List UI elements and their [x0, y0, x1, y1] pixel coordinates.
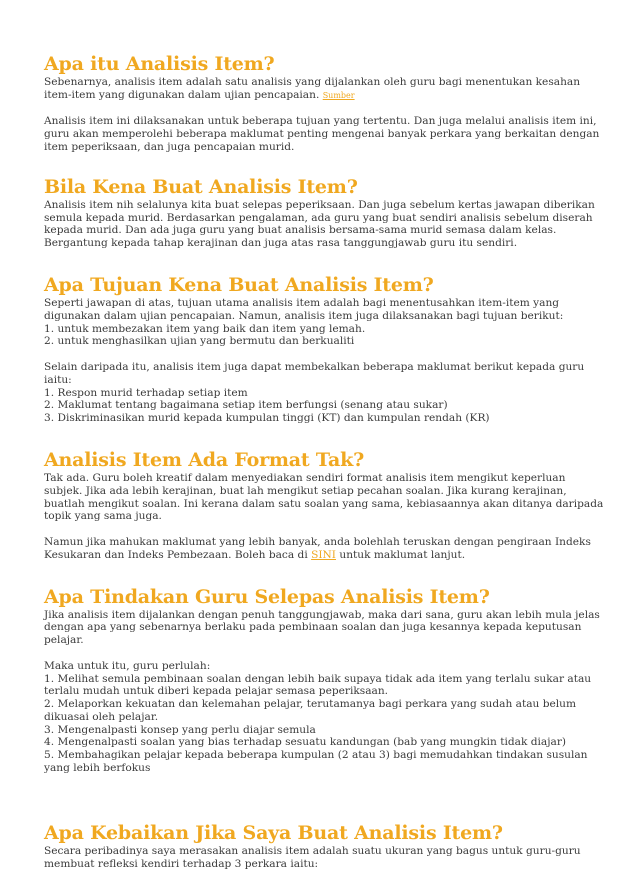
list-item: 2. untuk menghasilkan ujian yang bermutu dan berkualiti: [44, 335, 355, 348]
heading-benefits: Apa Kebaikan Jika Saya Buat Analisis Item?: [44, 821, 503, 844]
section-action: [44, 586, 604, 775]
paragraph-text: Namun jika mahukan maklumat yang lebih banyak, anda bolehlah teruskan dengan pengiraan Indeks Kesukaran dan Indeks Pembezaan. Boleh baca di: [44, 535, 591, 561]
heading-purpose: Apa Tujuan Kena Buat Analisis Item?: [44, 273, 434, 296]
source-link[interactable]: Sumber: [322, 90, 355, 100]
section-benefits: [44, 822, 604, 870]
list-item: 4. Mengenalpasti soalan yang bias terhadap sesuatu kandungan (bab yang mungkin tidak diajar): [44, 736, 567, 749]
paragraph: Analisis item ini dilaksanakan untuk beberapa tujuan yang tertentu. Dan juga melalui analisis item ini, guru akan memperolehi beberapa maklumat penting mengenai banyak perkara yang berkaitan dengan item peperiksaan, dan juga pencapaian murid.: [44, 115, 600, 153]
list-item: 1. Respon murid terhadap setiap item: [44, 386, 248, 399]
paragraph: [44, 536, 604, 562]
heading-format: Analisis Item Ada Format Tak?: [44, 448, 365, 471]
paragraph: Selain daripada itu, analisis item juga dapat membekalkan beberapa maklumat berikut kepada guru iaitu:: [44, 360, 585, 386]
list-item: 1. untuk membezakan item yang baik dan item yang lemah.: [44, 322, 366, 335]
paragraph: Seperti jawapan di atas, tujuan utama analisis item adalah bagi menentusahkan item-item yang digunakan dalam ujian pencapaian. Namun, analisis item juga dilaksanakan bagi tujuan berikut:: [44, 296, 564, 322]
paragraph: Maka untuk itu, guru perlulah:: [44, 659, 211, 672]
heading-what-is: Apa itu Analisis Item?: [44, 53, 275, 75]
section-when: [44, 176, 604, 250]
heading-action: Apa Tindakan Guru Selepas Analisis Item?: [44, 585, 490, 608]
paragraph: Secara peribadinya saya merasakan analisis item adalah suatu ukuran yang bagus untuk guru-guru membuat refleksi kendiri terhadap 3 perkara iaitu:: [44, 844, 581, 870]
paragraph-text: Sebenarnya, analisis item adalah satu analisis yang dijalankan oleh guru bagi menentukan kesahan item-item yang digunakan dalam ujian pencapaian.: [44, 76, 581, 101]
paragraph: [44, 76, 604, 103]
section-purpose: [44, 274, 604, 425]
list-item: 2. Maklumat tentang bagaimana setiap item berfungsi (senang atau sukar): [44, 399, 448, 412]
list-item: 1. Melihat semula pembinaan soalan dengan lebih baik supaya tidak ada item yang terlalu sukar atau terlalu mudah untuk diberi kepada pelajar semasa peperiksaan.: [44, 672, 592, 698]
list-item: 3. Diskriminasikan murid kepada kumpulan tinggi (KT) dan kumpulan rendah (KR): [44, 412, 490, 425]
paragraph: Analisis item nih selalunya kita buat selepas peperiksaan. Dan juga sebelum kertas jawapan diberikan semula kepada murid. Berdasarkan pengalaman, ada guru yang buat sendiri analisis sebelum diserah kepada murid. Dan ada juga guru yang buat analisis bersama-sama murid semasa dalam kelas. Bergantung kepada tahap kerajinan dan juga atas rasa tanggungjawab guru itu sendiri.: [44, 198, 595, 250]
sini-link[interactable]: SINI: [311, 548, 336, 561]
paragraph: Tak ada. Guru boleh kreatif dalam menyediakan sendiri format analisis item mengikut keperluan subjek. Jika ada lebih kerajinan, buat lah mengikut setiap pecahan soalan. Jika kurang kerajinan, buatlah mengikut soalan. Ini kerana dalam satu soalan yang sama, kebiasaannya akan ditanya daripada topik yang sama juga.: [44, 471, 604, 523]
heading-when: Bila Kena Buat Analisis Item?: [44, 175, 358, 198]
paragraph-text: untuk maklumat lanjut.: [336, 548, 466, 561]
list-item: 3. Mengenalpasti konsep yang perlu diajar semula: [44, 723, 316, 736]
section-format: [44, 449, 604, 562]
list-item: 2. Melaporkan kekuatan dan kelemahan pelajar, terutamanya bagi perkara yang sudah atau belum dikuasai oleh pelajar.: [44, 698, 577, 723]
section-what-is: [44, 53, 604, 154]
paragraph: Jika analisis item dijalankan dengan penuh tanggungjawab, maka dari sana, guru akan lebih mula jelas dengan apa yang sebenarnya berlaku pada pembinaan soalan dan juga kesannya kepada keputusan pelajar.: [44, 608, 600, 647]
list-item: 5. Membahagikan pelajar kepada beberapa kumpulan (2 atau 3) bagi memudahkan tindakan susulan yang lebih berfokus: [44, 749, 588, 775]
